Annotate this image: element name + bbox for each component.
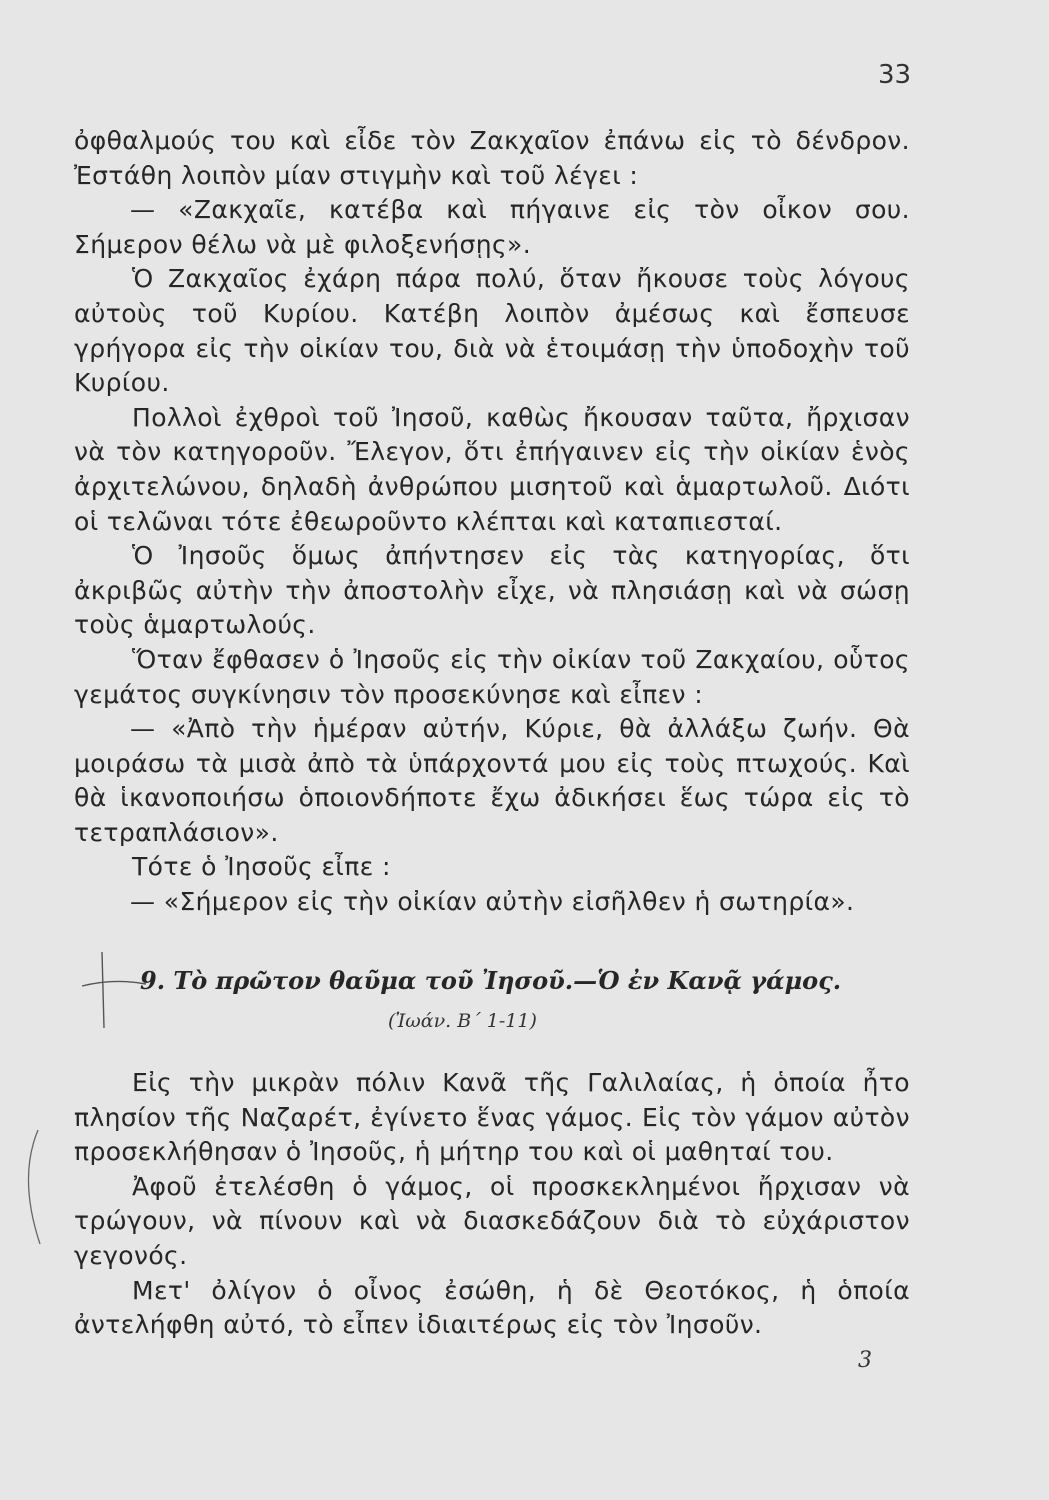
- sheet-signature: 3: [858, 1348, 872, 1373]
- paragraph: Ὅταν ἔφθασεν ὁ Ἰησοῦς εἰς τὴν οἰκίαν τοῦ Ζακχαίου, οὗτος γεμάτος συγκίνησιν τὸν προσεκύνησε καὶ εἶπεν :: [74, 644, 910, 709]
- paragraph: Εἰς τὴν μικρὰν πόλιν Κανᾶ τῆς Γαλιλαίας, ἡ ὁποία ἦτο πλησίον τῆς Ναζαρέτ, ἐγίνετο ἕνας γάμος. Εἰς τὸν γάμον αὐτὸν προσεκλήθησαν ὁ Ἰησοῦς, ἡ μήτηρ του καὶ οἱ μαθηταί του.: [74, 1068, 910, 1167]
- section-2-body: [74, 1066, 910, 1343]
- paragraph: Τότε ὁ Ἰησοῦς εἶπε :: [132, 852, 391, 882]
- paragraph: Ἀφοῦ ἐτελέσθη ὁ γάμος, οἱ προσκεκλημένοι ἤρχισαν νὰ τρώγουν, νὰ πίνουν καὶ νὰ διασκεδάζουν διὰ τὸ εὐχάριστον γεγονός.: [74, 1171, 910, 1270]
- pencil-bracket-mark: [14, 1128, 44, 1248]
- paragraph: Ὁ Ἰησοῦς ὅμως ἀπήντησεν εἰς τὰς κατηγορίας, ὅτι ἀκριβῶς αὐτὴν τὴν ἀποστολὴν εἶχε, νὰ πλησιάσῃ καὶ νὰ σώσῃ τοὺς ἁμαρτωλούς.: [74, 541, 910, 640]
- paragraph: Πολλοὶ ἐχθροὶ τοῦ Ἰησοῦ, καθὼς ἤκουσαν ταῦτα, ἤρχισαν νὰ τὸν κατηγοροῦν. Ἔλεγον, ὅτι ἐπήγαινεν εἰς τὴν οἰκίαν ἑνὸς ἀρχιτελώνου, δηλαδὴ ἀνθρώπου μισητοῦ καὶ ἁμαρτωλοῦ. Διότι οἱ τελῶναι τότε ἐθεωροῦντο κλέπται καὶ καταπιεσταί.: [74, 402, 910, 536]
- paragraph: Μετ' ὀλίγον ὁ οἶνος ἐσώθη, ἡ δὲ Θεοτόκος, ἡ ὁποία ἀντελήφθη αὐτό, τὸ εἶπεν ἰδιαιτέρως εἰς τὸν Ἰησοῦν.: [74, 1275, 910, 1340]
- scripture-reference: (Ἰωάν. Β΄ 1-11): [388, 1010, 537, 1032]
- dialogue-paragraph: — «Ἀπὸ τὴν ἡμέραν αὐτήν, Κύριε, θὰ ἀλλάξω ζωήν. Θὰ μοιράσω τὰ μισὰ ἀπὸ τὰ ὑπάρχοντά μου εἰς τοὺς πτωχούς. Καὶ θὰ ἱκανοποιήσω ὁποιονδήποτε ἔχω ἀδικήσει ἕως τώρα εἰς τὸ τετραπλάσιον».: [74, 714, 910, 847]
- section-heading: 9. Τὸ πρῶτον θαῦμα τοῦ Ἰησοῦ.—Ὁ ἐν Κανᾷ γάμος.: [140, 966, 842, 995]
- section-1-body: [74, 124, 910, 920]
- page-number: 33: [878, 60, 912, 90]
- dialogue-paragraph: — «Ζακχαῖε, κατέβα καὶ πήγαινε εἰς τὸν οἶκον σου. Σήμερον θέλω νὰ μὲ φιλοξενήσῃς».: [74, 195, 910, 259]
- paragraph: Ὁ Ζακχαῖος ἐχάρη πάρα πολύ, ὅταν ἤκουσε τοὺς λόγους αὐτοὺς τοῦ Κυρίου. Κατέβη λοιπὸν ἀμέσως καὶ ἔσπευσε γρήγορα εἰς τὴν οἰκίαν του, διὰ νὰ ἑτοιμάσῃ τὴν ὑποδοχὴν τοῦ Κυρίου.: [74, 264, 910, 398]
- paragraph: ὀφθαλμούς του καὶ εἶδε τὸν Ζακχαῖον ἐπάνω εἰς τὸ δένδρον. Ἐστάθη λοιπὸν μίαν στιγμὴν καὶ τοῦ λέγει :: [74, 126, 910, 190]
- dialogue-paragraph: — «Σήμερον εἰς τὴν οἰκίαν αὐτὴν εἰσῆλθεν ἡ σωτηρία».: [130, 887, 855, 917]
